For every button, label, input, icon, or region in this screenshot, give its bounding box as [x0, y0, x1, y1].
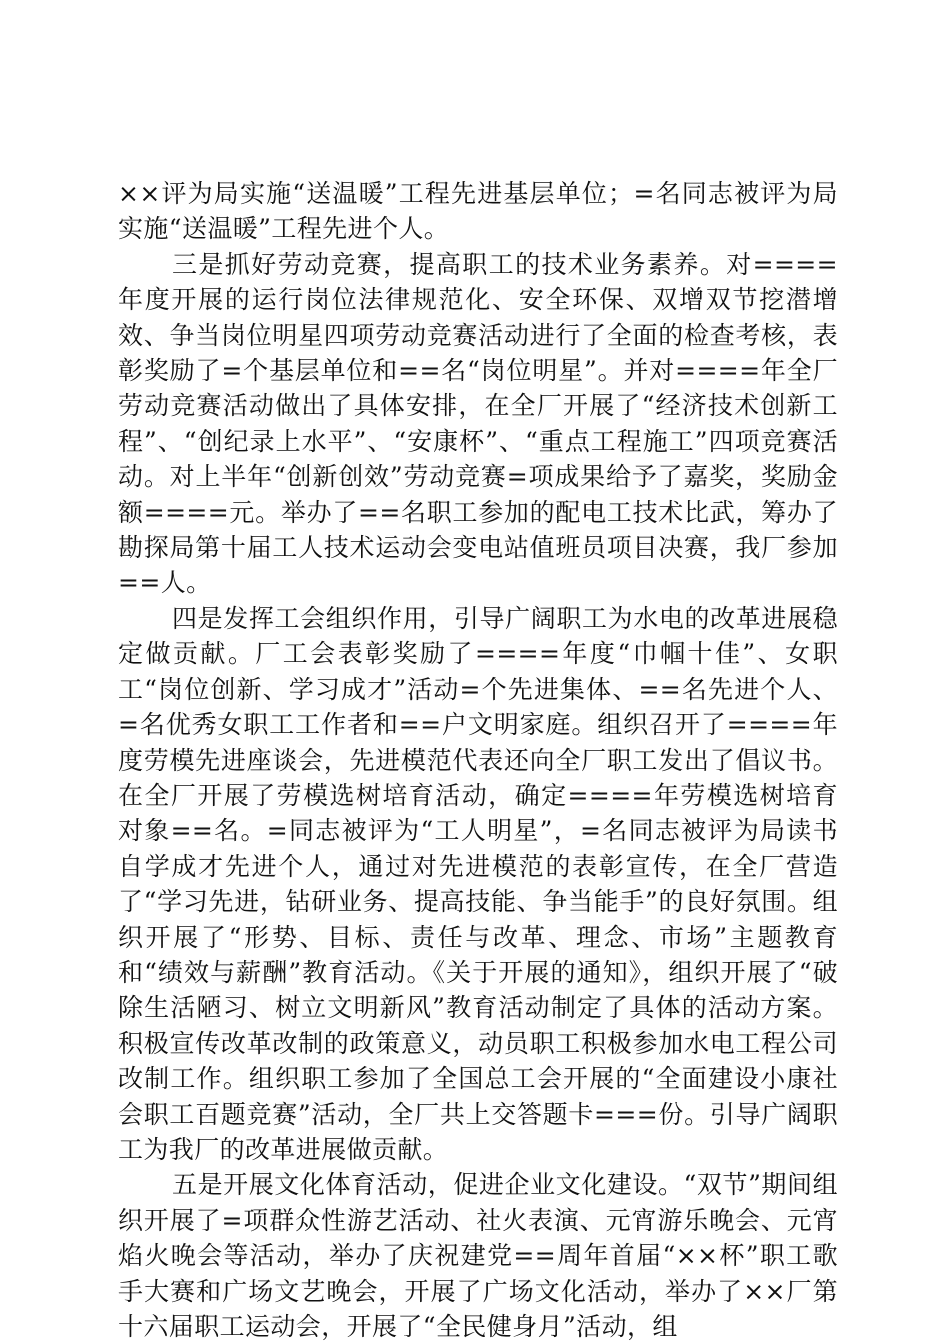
paragraph-union-organization: 四是发挥工会组织作用，引导广阔职工为水电的改革进展稳定做贡献。厂工会表彰奖励了====年度“巾帼十佳”、女职工“岗位创新、学习成才”活动=个先进集体、==名先进个人、=名优秀女职工工作者和==户文明家庭。组织召开了====年度劳模先进座谈会，先进模范代表还向全厂职工发出了倡议书。在全厂开展了劳模选树培育活动，确定====年劳模选树培育对象==名。=同志被评为“工人明星”，=名同志被评为局读书自学成才先进个人，通过对先进模范的表彰宣传，在全厂营造了“学习先进，钻研业务、提高技能、争当能手”的良好氛围。组织开展了“形势、目标、责任与改革、理念、市场”主题教育和“绩效与薪酬”教育活动。《关于开展的通知》，组织开展了“破除生活陋习、树立文明新风”教育活动制定了具体的活动方案。积极宣传改革改制的政策意义，动员职工积极参加水电工程公司改制工作。组织职工参加了全国总工会开展的“全面建设小康社会职工百题竞赛”活动，全厂共上交答题卡===份。引导广阔职工为我厂的改革进展做贡献。: [118, 603, 838, 1164]
paragraph-culture-sports: 五是开展文化体育活动，促进企业文化建设。“双节”期间组织开展了=项群众性游艺活动、社火表演、元宵游乐晚会、元宵焰火晚会等活动，举办了庆祝建党==周年首届“××杯”职工歌手大赛和广场文艺晚会，开展了广场文化活动，举办了××厂第十六届职工运动会，开展了“全民健身月”活动，组: [118, 1170, 838, 1341]
paragraph-labor-competition: 三是抓好劳动竞赛，提高职工的技术业务素养。对====年度开展的运行岗位法律规范化、安全环保、双增双节挖潜增效、争当岗位明星四项劳动竞赛活动进行了全面的检查考核，表彰奖励了=个基层单位和==名“岗位明星”。并对====年全厂劳动竞赛活动做出了具体安排，在全厂开展了“经济技术创新工程”、“创纪录上水平”、“安康杯”、“重点工程施工”四项竞赛活动。对上半年“创新创效”劳动竞赛=项成果给予了嘉奖，奖励金额====元。举办了==名职工参加的配电工技术比武，筹办了勘探局第十届工人技术运动会变电站值班员项目决赛，我厂参加==人。: [118, 249, 838, 598]
document-body: [118, 176, 838, 1344]
paragraph-continuation: ××评为局实施“送温暖”工程先进基层单位；=名同志被评为局实施“送温暖”工程先进个人。: [118, 179, 838, 244]
